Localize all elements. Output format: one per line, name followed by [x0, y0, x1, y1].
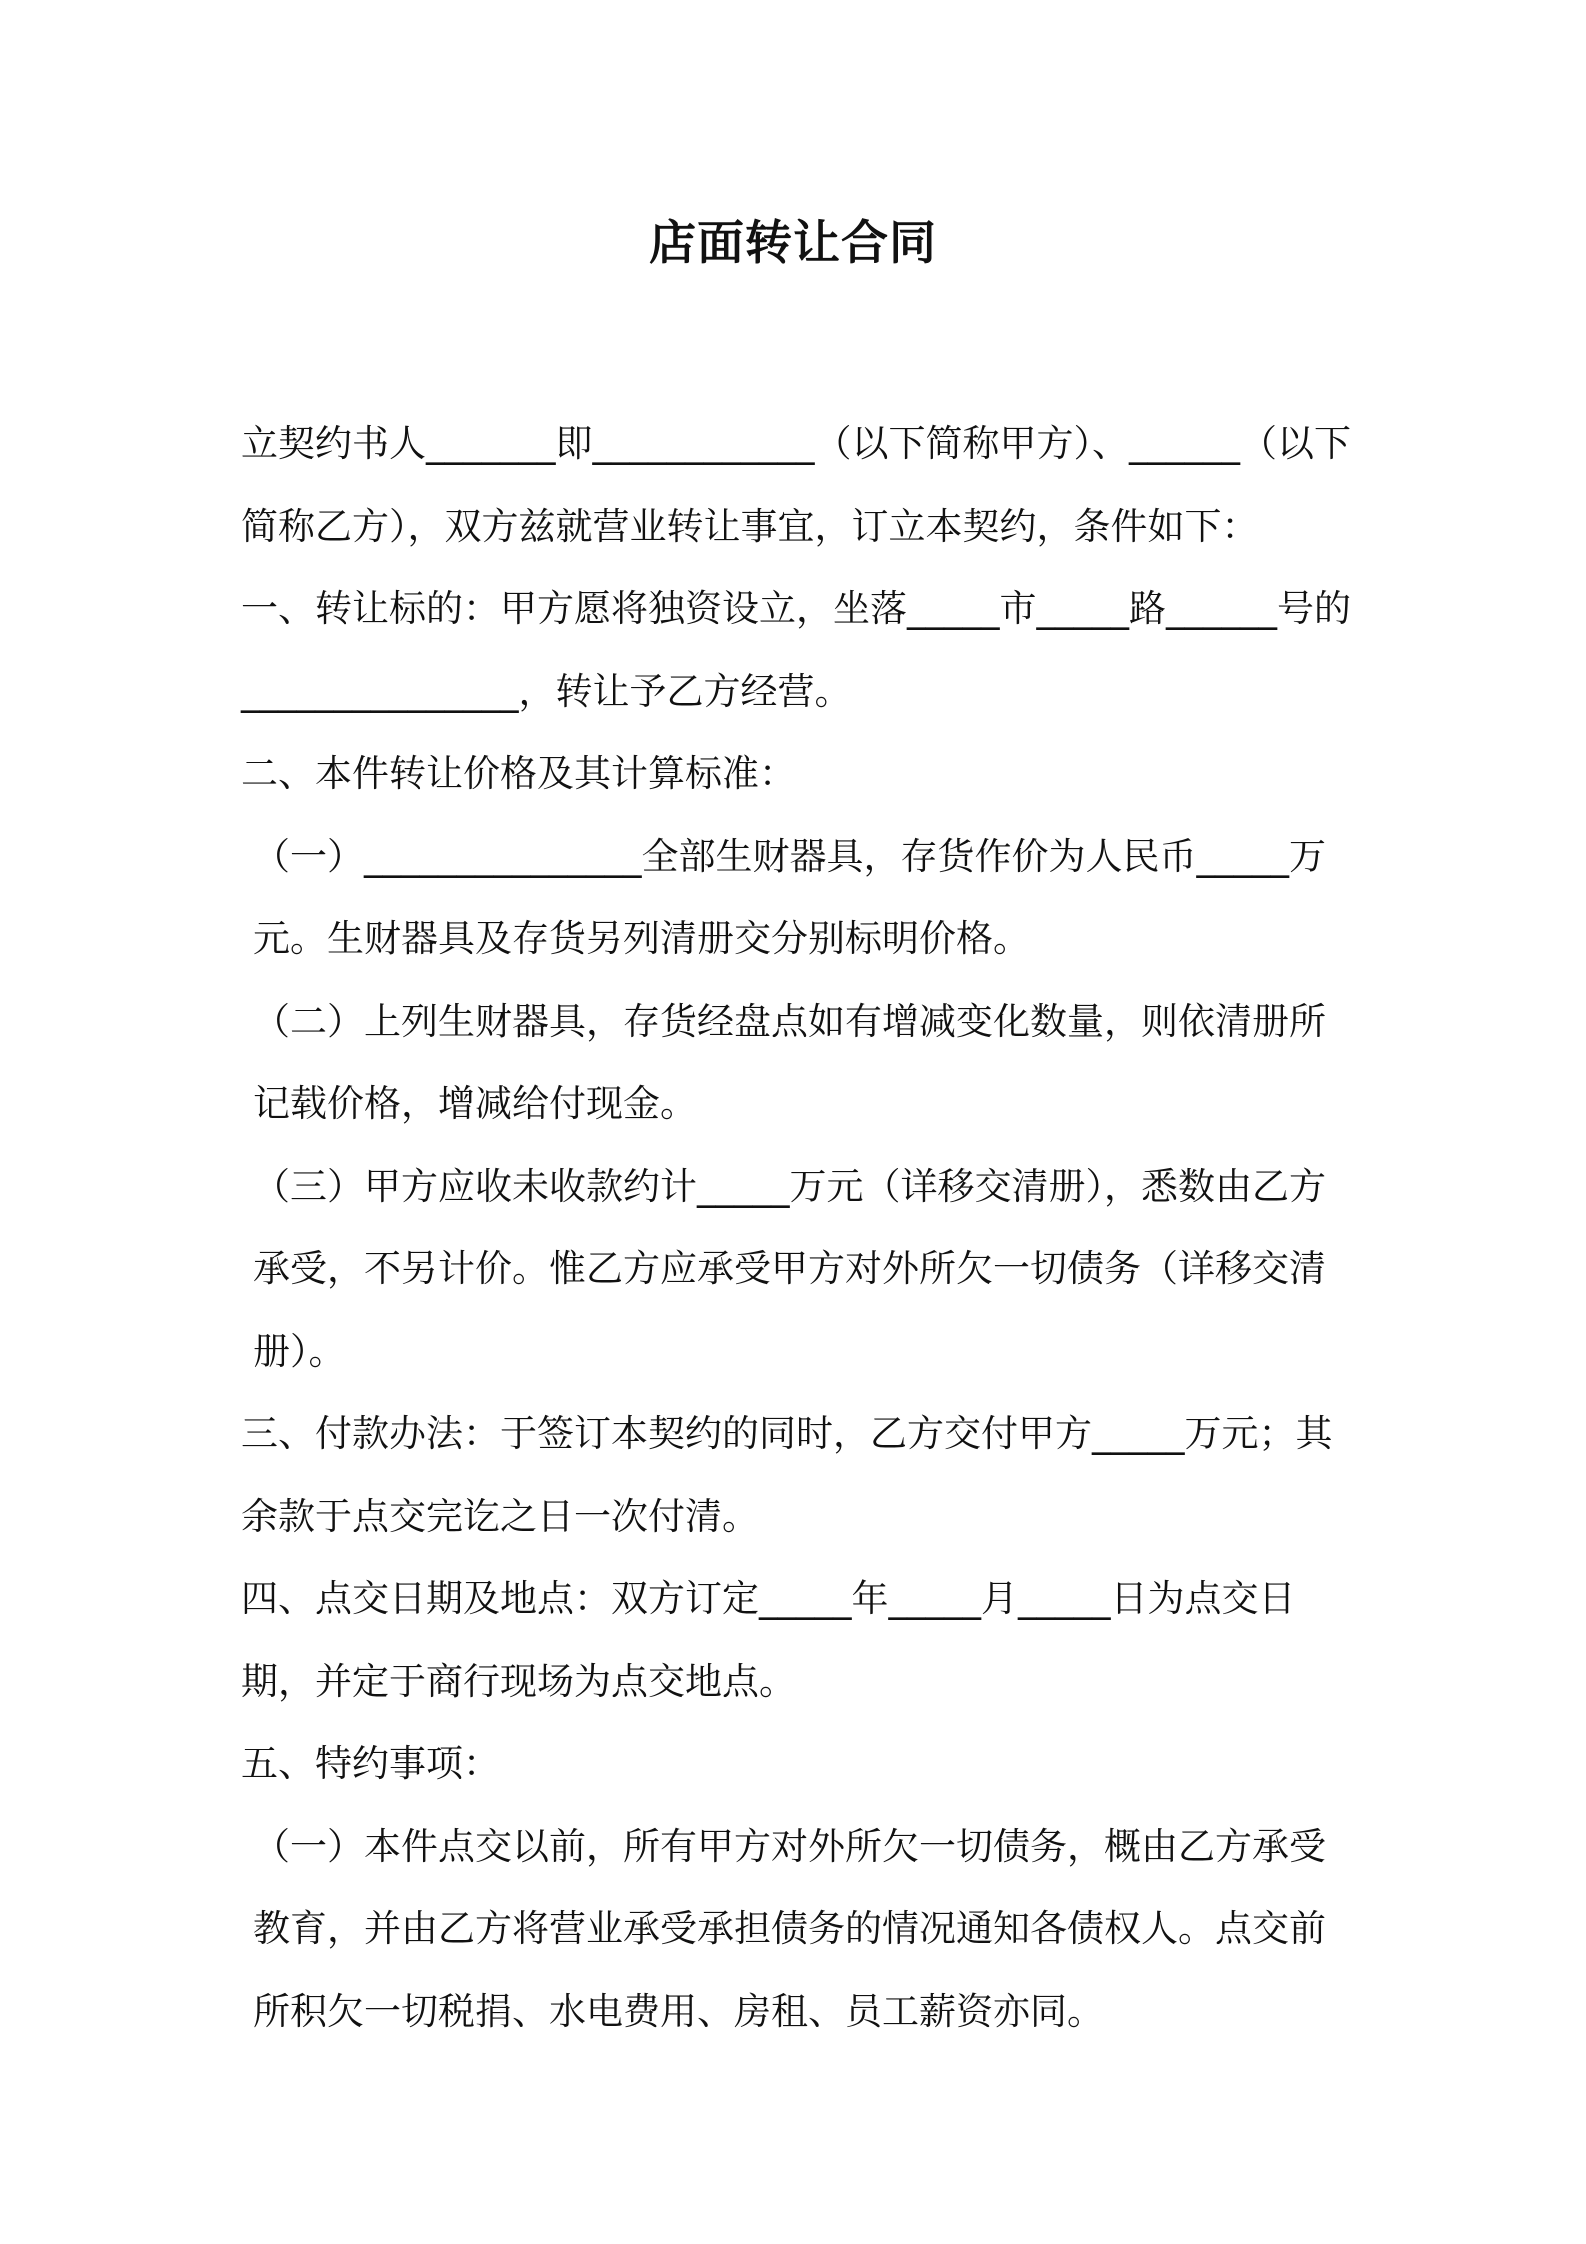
clause-2-item-1: （一）_______________全部生财器具，存货作价为人民币_____万元。生财器具及存货另列清册交分别标明价格。: [253, 834, 1326, 960]
preamble-paragraph: 立契约书人_______即____________（以下简称甲方）、______（以下简称乙方），双方兹就营业转让事宜，订立本契约，条件如下：: [241, 422, 1351, 548]
clause-4-handover: 四、点交日期及地点：双方订定_____年_____月_____日为点交日期，并定于商行现场为点交地点。: [241, 1577, 1296, 1703]
clause-2-item-2: （二）上列生财器具，存货经盘点如有增减变化数量，则依清册所记载价格，增减给付现金。: [253, 999, 1326, 1125]
clause-2-heading: 二、本件转让价格及其计算标准：: [241, 752, 796, 795]
document-title: 店面转让合同: [649, 216, 937, 271]
clause-3-payment: 三、付款办法：于签订本契约的同时，乙方交付甲方_____万元；其余款于点交完讫之日一次付清。: [241, 1412, 1333, 1538]
clause-5-item-1: （一）本件点交以前，所有甲方对外所欠一切债务，概由乙方承受教育，并由乙方将营业承受承担债务的情况通知各债权人。点交前所积欠一切税捐、水电费用、房租、员工薪资亦同。: [253, 1824, 1326, 2033]
contract-body: [241, 403, 1356, 2053]
clause-2-item-3: （三）甲方应收未收款约计_____万元（详移交清册），悉数由乙方承受，不另计价。惟乙方应承受甲方对外所欠一切债务（详移交清册）。: [253, 1164, 1326, 1373]
clause-1-transfer-subject: 一、转让标的：甲方愿将独资设立，坐落_____市_____路______号的_______________，转让予乙方经营。: [241, 587, 1351, 713]
clause-5-heading: 五、特约事项：: [241, 1742, 500, 1785]
